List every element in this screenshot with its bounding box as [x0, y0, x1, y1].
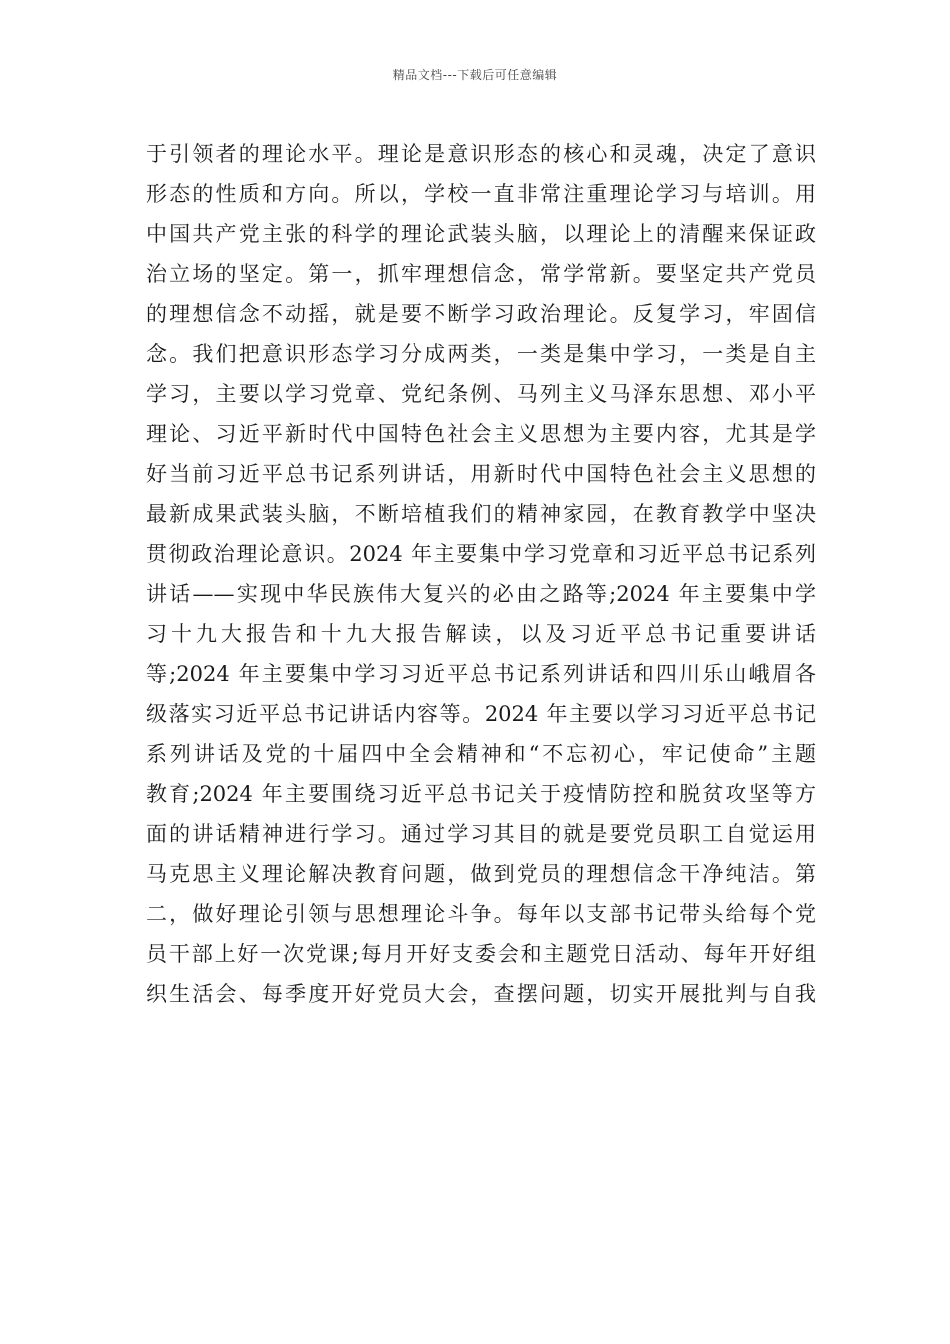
text-line-15: 级落实习近平总书记讲话内容等。2024 年主要以学习习近平总书记: [146, 702, 816, 726]
text-line-12: 讲话——实现中华民族伟大复兴的必由之路等;2024 年主要集中学: [146, 582, 816, 606]
text-line-8: 理论、习近平新时代中国特色社会主义思想为主要内容，尤其是学: [146, 422, 816, 446]
text-line-16: 系列讲话及党的十届四中全会精神和“不忘初心，牢记使命”主题: [146, 742, 816, 766]
text-line-17: 教育;2024 年主要围绕习近平总书记关于疫情防控和脱贫攻坚等方: [146, 782, 816, 806]
text-line-14: 等;2024 年主要集中学习习近平总书记系列讲话和四川乐山峨眉各: [146, 662, 816, 686]
text-line-18: 面的讲话精神进行学习。通过学习其目的就是要党员职工自觉运用: [146, 822, 816, 846]
text-line-19: 马克思主义理论解决教育问题，做到党员的理想信念干净纯洁。第: [146, 862, 816, 886]
text-line-5: 的理想信念不动摇，就是要不断学习政治理论。反复学习，牢固信: [146, 302, 816, 326]
text-line-2: 形态的性质和方向。所以，学校一直非常注重理论学习与培训。用: [146, 182, 816, 206]
text-line-7: 学习，主要以学习党章、党纪条例、马列主义马泽东思想、邓小平: [146, 382, 816, 406]
page-header: 精品文档---下载后可任意编辑: [392, 68, 558, 82]
text-line-20: 二，做好理论引领与思想理论斗争。每年以支部书记带头给每个党: [146, 902, 816, 926]
text-line-22: 织生活会、每季度开好党员大会，查摆问题，切实开展批判与自我: [146, 982, 816, 1006]
text-line-1: 于引领者的理论水平。理论是意识形态的核心和灵魂，决定了意识: [146, 142, 816, 166]
text-line-6: 念。我们把意识形态学习分成两类，一类是集中学习，一类是自主: [146, 342, 816, 366]
text-line-13: 习十九大报告和十九大报告解读，以及习近平总书记重要讲话: [146, 622, 816, 646]
text-line-9: 好当前习近平总书记系列讲话，用新时代中国特色社会主义思想的: [146, 462, 816, 486]
text-line-4: 治立场的坚定。第一，抓牢理想信念，常学常新。要坚定共产党员: [146, 262, 816, 286]
text-line-10: 最新成果武装头脑，不断培植我们的精神家园，在教育教学中坚决: [146, 502, 816, 526]
text-line-3: 中国共产党主张的科学的理论武装头脑，以理论上的清醒来保证政: [146, 222, 816, 246]
text-line-21: 员干部上好一次党课;每月开好支委会和主题党日活动、每年开好组: [146, 942, 816, 966]
text-line-11: 贯彻政治理论意识。2024 年主要集中学习党章和习近平总书记系列: [146, 542, 816, 566]
document-body: [146, 134, 816, 1014]
